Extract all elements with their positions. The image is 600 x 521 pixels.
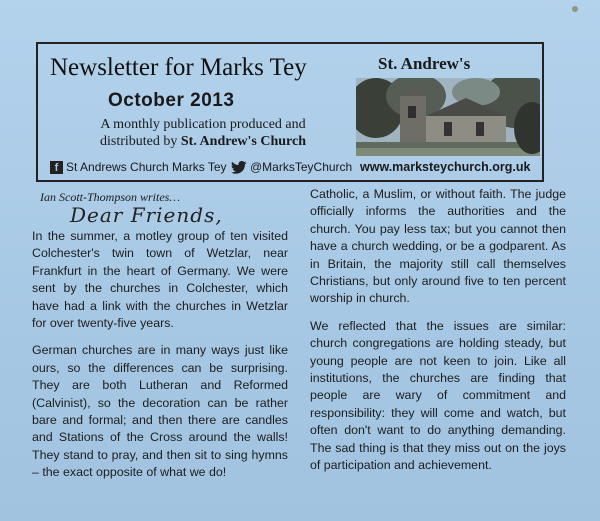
issue-date: October 2013 [108,90,235,111]
twitter-bird-icon [231,161,247,174]
paragraph: Catholic, a Muslim, or without faith. The judge officially informs the authorities and the church. You pay less tax; but you cannot then have a church wedding, or be a godparent. As in Britain, the majority still call themselves Christians, but only around five to ten percent worship in church. [310,187,566,306]
article-column-left [32,190,288,492]
paper-spot [572,6,578,12]
subtitle-church-name: St. Andrew's Church [180,134,306,149]
website-link[interactable]: www.marksteychurch.org.uk [360,160,531,174]
article-author: Ian Scott-Thompson writes… [40,190,181,204]
paragraph: We reflected that the issues are similar: church congregations are holding steady, but young people are not keen to join. Like all institutions, the churches are finding that people are wary of commitment and responsibility: they will come and watch, but often don't want to do anything demanding. The sad thing is that they miss out on the joys of participation and achievement. [310,318,566,473]
facebook-link[interactable] [50,160,227,174]
paragraph: In the summer, a motley group of ten visited Colchester's twin town of Wetzlar, near Frankfurt in the heart of Germany. We were sent by the churches in Colchester, which have had a link with the churches in Wetzlar for over twenty-five years. [32,229,288,331]
article-column-right [310,186,566,485]
twitter-link[interactable] [231,160,352,174]
church-illustration [356,78,540,156]
twitter-label: @MarksTeyChurch [250,160,353,174]
facebook-icon: f [50,161,63,174]
masthead-box [36,42,544,182]
newsletter-title: Newsletter for Marks Tey [50,54,307,81]
church-photo [356,78,540,156]
article-greeting: Dear Friends, [70,203,223,227]
subtitle-line-1: A monthly publication produced and [100,117,306,132]
church-photo-caption: St. Andrew's [378,54,471,73]
publication-subtitle [68,116,338,150]
subtitle-line-2-prefix: distributed by [99,134,181,149]
paragraph: German churches are in many ways just like ours, so the differences can be surprising. They are both Lutheran and Reformed (Calvinist), so the decoration can be rather bare and formal; and then there are candles and Stations of the Cross around the walls! They stand to pray, and then sit to sing hymns – the exact opposite of what we do! [32,343,288,480]
contact-bar [38,158,542,180]
facebook-label: St Andrews Church Marks Tey [66,160,227,174]
